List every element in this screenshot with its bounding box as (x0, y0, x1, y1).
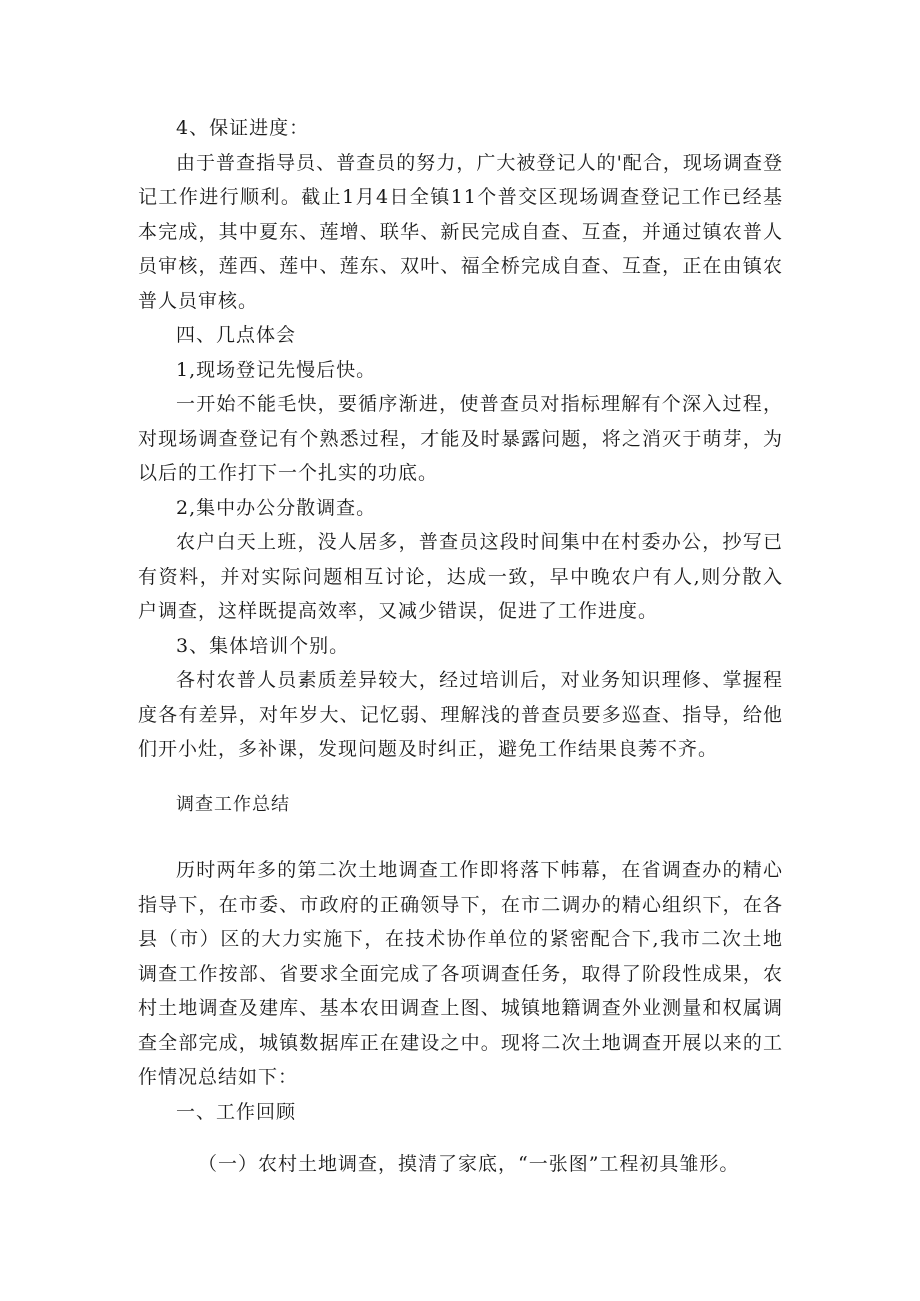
point-3-title: 3、集体培训个别。 (176, 634, 350, 657)
heading-ensure-progress: 4、保证进度： (176, 117, 310, 139)
point-1-text: 一开始不能毛快，要循序渐进，使普查员对指标理解有个深入过程，对现场调查登记有个熟悉过程，才能及时暴露问题，将之消灭于萌芽，为以后的工作打下一个扎实的功底。 (138, 393, 783, 484)
point-2-text: 农户白天上班，没人居多，普查员这段时间集中在村委办公，抄写已有资料，并对实际问题相互讨论，达成一致，早中晚农户有人,则分散入户调查，这样既提高效率，又减少错误，促进了工作进度。 (138, 531, 783, 622)
heading-experience: 四、几点体会 (176, 324, 297, 346)
heading-work-review: 一、工作回顾 (176, 1100, 297, 1123)
section-title-survey-summary: 调查工作总结 (176, 794, 290, 815)
paragraph-summary-intro: 历时两年多的第二次土地调查工作即将落下帏幕，在省调查办的精心指导下，在市委、市政府的正确领导下，在市二调办的精心组织下，在各县（市）区的大力实施下，在技术协作单位的紧密配合下,我市二次土地调查工作按部、省要求全面完成了各项调查任务，取得了阶段性成果，农村土地调查及建库、基本农田调查上图、城镇地籍调查外业测量和权属调查全部完成，城镇数据库正在建设之中。现将二次土地调查开展以来的工作情况总结如下： (138, 859, 783, 1088)
section-survey-summary (138, 853, 783, 1129)
point-2-title: 2,集中办公分散调查。 (176, 496, 377, 519)
point-3-text: 各村农普人员素质差异较大，经过培训后，对业务知识理修、掌握程度各有差异，对年岁大、记忆弱、理解浅的普查员要多巡查、指导，给他们开小灶，多补课，发现问题及时纠正，避免工作结果良莠不齐。 (138, 669, 783, 760)
point-1-title: 1,现场登记先慢后快。 (176, 358, 377, 381)
sub-heading-rural-land-survey: （一）农村土地调查，摸清了家底，“一张图”工程初具雏形。 (198, 1153, 740, 1175)
paragraph-progress: 由于普查指导员、普查员的努力，广大被登记人的'配合，现场调查登记工作进行顺利。截止1月4日全镇11个普交区现场调查登记工作已经基本完成，其中夏东、莲增、联华、新民完成自查、互查，并通过镇农普人员审核，莲西、莲中、莲东、双叶、福全桥完成自查、互查，正在由镇农普人员审核。 (138, 151, 783, 312)
section-progress-and-experience (138, 111, 783, 767)
